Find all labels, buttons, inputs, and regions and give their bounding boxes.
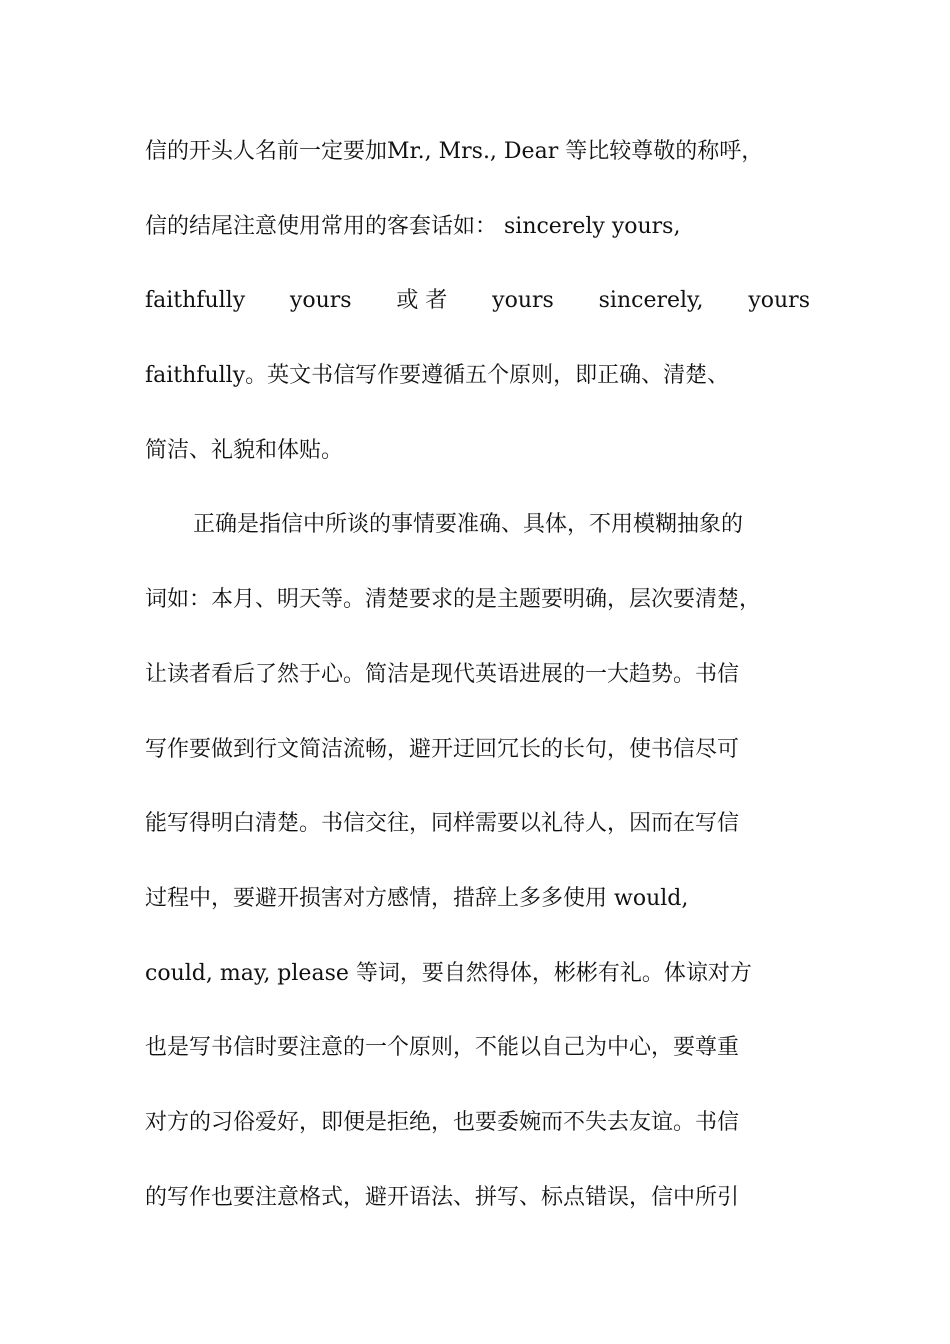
word: sincerely, [598, 288, 704, 314]
text-line: 过程中，要避开损害对方感情，措辞上多多使用 would, [145, 885, 689, 911]
text-line: 的写作也要注意格式，避开语法、拼写、标点错误，信中所引 [145, 1184, 740, 1210]
text-line: 信的开头人名前一定要加Mr., Mrs., Dear 等比较尊敬的称呼， [145, 139, 764, 164]
paragraph-first-line: 正确是指信中所谈的事情要准确、具体，不用模糊抽象的 [193, 512, 744, 538]
word: faithfully [145, 288, 246, 314]
word: yours [289, 288, 352, 314]
text-line: 对方的习俗爱好，即便是拒绝，也要委婉而不失去友谊。书信 [145, 1109, 740, 1135]
text-line: could, may, please 等词，要自然得体，彬彬有礼。体谅对方 [145, 960, 752, 986]
text-line: 词如：本月、明天等。清楚要求的是主题要明确，层次要清楚， [145, 587, 762, 613]
text-line [145, 277, 810, 352]
text-line: 也是写书信时要注意的一个原则，不能以自己为中心，要尊重 [145, 1035, 740, 1061]
text-line: 能写得明白清楚。书信交往，同样需要以礼待人，因而在写信 [145, 811, 740, 837]
body-text [145, 128, 810, 1248]
text-line: faithfully。英文书信写作要遵循五个原则，即正确、清楚、 [145, 363, 730, 389]
text-line: 信的结尾注意使用常用的客套话如： sincerely yours, [145, 213, 681, 239]
text-line: 让读者看后了然于心。简洁是现代英语进展的一大趋势。书信 [145, 661, 740, 687]
word: 或 者 [396, 288, 448, 314]
word: yours [748, 288, 810, 314]
word: yours [492, 288, 554, 314]
text-line: 写作要做到行文简洁流畅，避开迂回冗长的长句，使书信尽可 [145, 736, 740, 762]
text-line: 简洁、礼貌和体贴。 [145, 437, 344, 463]
